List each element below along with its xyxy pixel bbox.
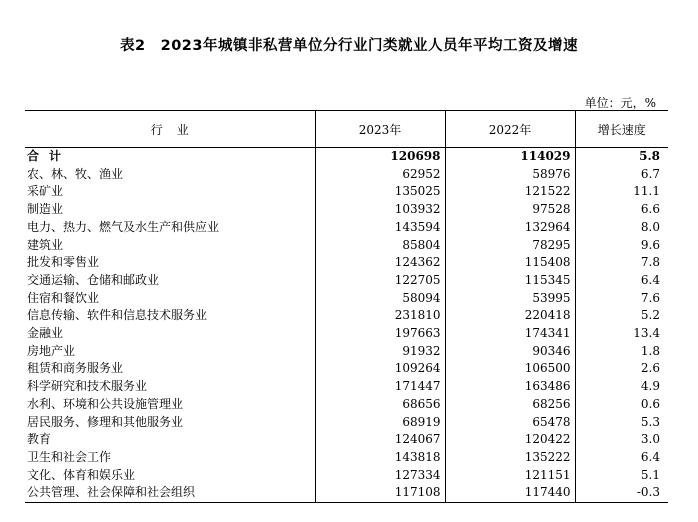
industry-name: 批发和零售业 xyxy=(27,255,100,270)
wage-2022: 115408 xyxy=(445,254,575,272)
growth-rate: 7.8 xyxy=(575,254,668,272)
wage-2023: 122705 xyxy=(315,272,445,290)
wage-2022: 97528 xyxy=(445,201,575,219)
wage-2022: 121522 xyxy=(445,183,575,201)
table-row xyxy=(25,360,668,378)
total-row xyxy=(25,148,668,166)
wage-2023: 68656 xyxy=(315,396,445,414)
industry-name: 农、林、牧、渔业 xyxy=(27,166,124,181)
table-row xyxy=(25,325,668,343)
table-row xyxy=(25,166,668,184)
industry-name: 卫生和社会工作 xyxy=(27,449,112,464)
industry-name: 租赁和商务服务业 xyxy=(27,361,124,376)
growth-rate: 13.4 xyxy=(575,325,668,343)
table-row xyxy=(25,343,668,361)
table-body xyxy=(25,148,668,503)
wage-2022: 117440 xyxy=(445,484,575,502)
growth-rate: 4.9 xyxy=(575,378,668,396)
growth-rate: 1.8 xyxy=(575,343,668,361)
wage-2023: 62952 xyxy=(315,166,445,184)
industry-name: 房地产业 xyxy=(27,343,76,358)
growth-rate: 5.3 xyxy=(575,414,668,432)
header-2023: 2023年 xyxy=(315,111,445,148)
wage-2023: 231810 xyxy=(315,307,445,325)
wage-2022: 132964 xyxy=(445,219,575,237)
unit-note: 单位：元，% xyxy=(584,96,656,110)
wage-2023: 171447 xyxy=(315,378,445,396)
wage-2022: 120422 xyxy=(445,431,575,449)
wage-2022: 174341 xyxy=(445,325,575,343)
header-growth-rate: 增长速度 xyxy=(575,111,668,148)
wage-2023: 127334 xyxy=(315,467,445,485)
wage-2022: 53995 xyxy=(445,290,575,308)
wage-table xyxy=(25,110,668,503)
table-row xyxy=(25,307,668,325)
wage-2022: 90346 xyxy=(445,343,575,361)
industry-name: 合计 xyxy=(27,149,72,163)
growth-rate: 2.6 xyxy=(575,360,668,378)
table-row xyxy=(25,254,668,272)
wage-2022: 65478 xyxy=(445,414,575,432)
growth-rate: 6.4 xyxy=(575,449,668,467)
wage-2023: 197663 xyxy=(315,325,445,343)
industry-name: 公共管理、社会保障和社会组织 xyxy=(25,484,315,502)
wage-2023: 124067 xyxy=(315,431,445,449)
table-row xyxy=(25,183,668,201)
industry-name: 金融业 xyxy=(27,326,64,341)
industry-name: 文化、体育和娱乐业 xyxy=(27,467,136,482)
wage-2023: 135025 xyxy=(315,183,445,201)
wage-2023: 117108 xyxy=(315,484,445,502)
wage-2023: 85804 xyxy=(315,237,445,255)
growth-rate: 0.6 xyxy=(575,396,668,414)
wage-2022: 163486 xyxy=(445,378,575,396)
growth-rate: -0.3 xyxy=(575,484,668,502)
table-row xyxy=(25,431,668,449)
growth-rate: 7.6 xyxy=(575,290,668,308)
industry-name: 建筑业 xyxy=(27,237,64,252)
industry-name: 住宿和餐饮业 xyxy=(27,290,100,305)
growth-rate: 11.1 xyxy=(575,183,668,201)
wage-2023: 124362 xyxy=(315,254,445,272)
wage-2022: 220418 xyxy=(445,307,575,325)
table-row xyxy=(25,396,668,414)
wage-2023: 143818 xyxy=(315,449,445,467)
industry-name: 居民服务、修理和其他服务业 xyxy=(27,414,184,429)
growth-rate: 5.2 xyxy=(575,307,668,325)
wage-2022: 58976 xyxy=(445,166,575,184)
table-row xyxy=(25,449,668,467)
table-row xyxy=(25,219,668,237)
growth-rate: 6.7 xyxy=(575,166,668,184)
wage-2022: 78295 xyxy=(445,237,575,255)
growth-rate: 6.6 xyxy=(575,201,668,219)
industry-name: 科学研究和技术服务业 xyxy=(27,379,148,394)
table-row xyxy=(25,290,668,308)
industry-name: 电力、热力、燃气及水生产和供应业 xyxy=(27,219,220,234)
wage-2023: 143594 xyxy=(315,219,445,237)
table-row xyxy=(25,484,668,502)
wage-2022: 135222 xyxy=(445,449,575,467)
header-row xyxy=(25,111,668,148)
growth-rate: 9.6 xyxy=(575,237,668,255)
wage-2023: 103932 xyxy=(315,201,445,219)
wage-2022: 115345 xyxy=(445,272,575,290)
wage-2022: 114029 xyxy=(445,148,575,166)
wage-2022: 68256 xyxy=(445,396,575,414)
wage-2023: 58094 xyxy=(315,290,445,308)
industry-name: 采矿业 xyxy=(27,184,64,199)
table-title: 表2 2023年城镇非私营单位分行业门类就业人员年平均工资及增速 xyxy=(120,38,578,54)
table-row xyxy=(25,378,668,396)
industry-name: 交通运输、仓储和邮政业 xyxy=(27,272,160,287)
table-row xyxy=(25,201,668,219)
growth-rate: 5.8 xyxy=(575,148,668,166)
wage-2023: 120698 xyxy=(315,148,445,166)
table-row xyxy=(25,237,668,255)
wage-2023: 68919 xyxy=(315,414,445,432)
growth-rate: 5.1 xyxy=(575,467,668,485)
growth-rate: 6.4 xyxy=(575,272,668,290)
wage-2023: 109264 xyxy=(315,360,445,378)
industry-name: 制造业 xyxy=(27,202,64,217)
wage-2022: 106500 xyxy=(445,360,575,378)
table-row xyxy=(25,467,668,485)
wage-2022: 121151 xyxy=(445,467,575,485)
growth-rate: 3.0 xyxy=(575,431,668,449)
industry-name: 水利、环境和公共设施管理业 xyxy=(27,396,184,411)
table-row xyxy=(25,414,668,432)
table-row xyxy=(25,272,668,290)
header-industry: 行业 xyxy=(25,111,315,148)
industry-name: 信息传输、软件和信息技术服务业 xyxy=(27,308,208,323)
header-2022: 2022年 xyxy=(445,111,575,148)
industry-name: 教育 xyxy=(27,432,52,447)
wage-2023: 91932 xyxy=(315,343,445,361)
growth-rate: 8.0 xyxy=(575,219,668,237)
